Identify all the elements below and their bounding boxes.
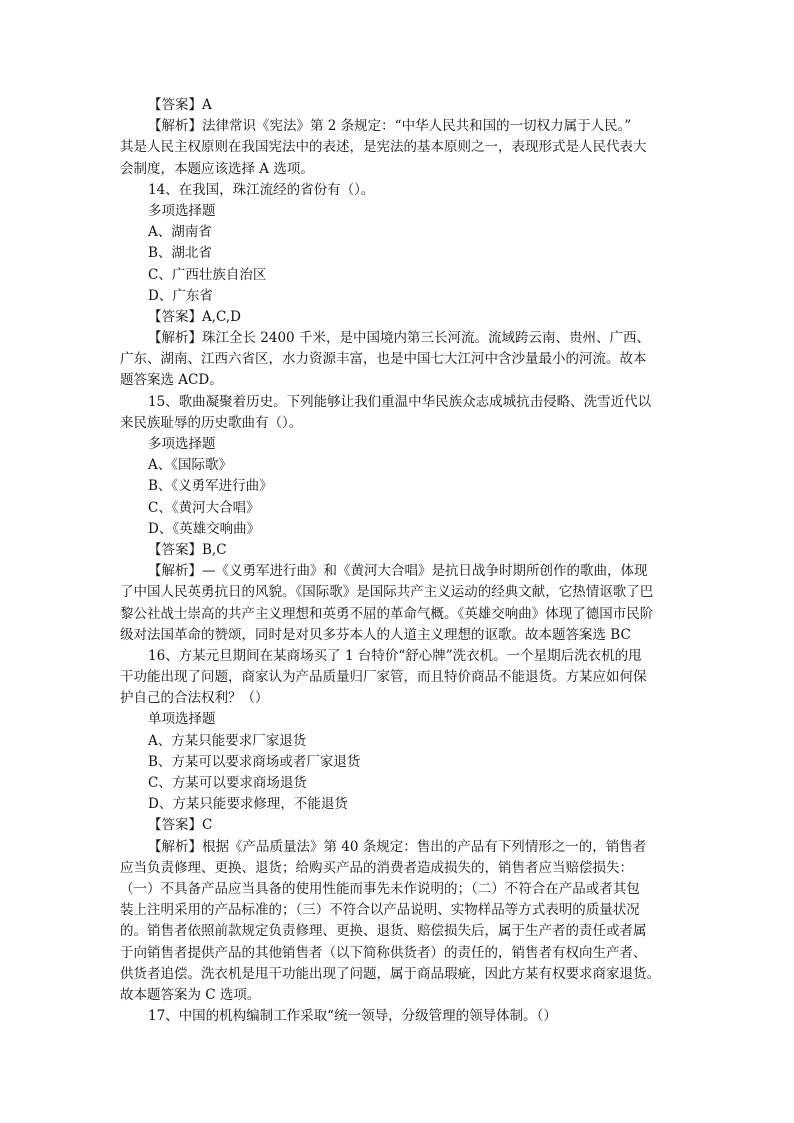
text-line: 单项选择题 — [148, 711, 216, 728]
text-line: 干功能出现了问题，商家认为产品质量归厂家管，而且特价商品不能退货。方某应如何保 — [120, 669, 647, 686]
text-line: 的。销售者依照前款规定负责修理、更换、退货、赔偿损失后，属于生产者的责任或者属 — [120, 923, 647, 940]
text-line: 了中国人民英勇抗日的风貌。《国际歌》是国际共产主义运动的经典文献，它热情讴歌了巴 — [120, 584, 654, 601]
text-line: 于向销售者提供产品的其他销售者（以下简称供货者）的责任的，销售者有权向生产者、 — [120, 944, 647, 961]
text-line: 16、方某元旦期间在某商场买了 1 台特价“舒心牌”洗衣机。一个星期后洗衣机的甩 — [148, 647, 642, 664]
text-line: C、《黄河大合唱》 — [148, 499, 260, 516]
text-line: D、广东省 — [148, 287, 213, 304]
text-line: 17、中国的机构编制工作采取“统一领导，分级管理的领导体制。（） — [148, 1008, 557, 1025]
text-line: 会制度，本题应该选择 A 选项。 — [120, 160, 314, 177]
text-line: B、湖北省 — [148, 245, 212, 262]
text-line: 15、歌曲凝聚着历史。下列能够让我们重温中华民族众志成城抗击侵略、洗雪近代以 — [148, 393, 652, 410]
text-line: 【答案】C — [148, 817, 213, 834]
text-line: 广东、湖南、江西六省区，水力资源丰富，也是中国七大江河中含沙量最小的河流。故本 — [120, 351, 647, 368]
text-line: C、广西壮族自治区 — [148, 266, 267, 283]
text-line: B、方某可以要求商场或者厂家退货 — [148, 753, 361, 770]
text-line: 【解析】珠江全长 2400 千米，是中国境内第三长河流。流域跨云南、贵州、广西、 — [148, 330, 650, 347]
text-line: 14、在我国，珠江流经的省份有（）。 — [148, 181, 375, 198]
text-line: 应当负责修理、更换、退货；给购买产品的消费者造成损失的，销售者应当赔偿损失： — [120, 859, 633, 876]
text-line: D、方某只能要求修理，不能退货 — [148, 796, 348, 813]
text-line: 装上注明采用的产品标准的；（三）不符合以产品说明、实物样品等方式表明的质量状况 — [120, 902, 640, 919]
text-line: 来民族耻辱的历史歌曲有（）。 — [120, 414, 303, 431]
text-line: 其是人民主权原则在我国宪法中的表述，是宪法的基本原则之一，表现形式是人民代表大 — [120, 139, 647, 156]
text-line: 【解析】根据《产品质量法》第 40 条规定：售出的产品有下列情形之一的，销售者 — [148, 838, 647, 855]
text-line: 【答案】B,C — [148, 541, 227, 558]
document-body — [120, 95, 680, 1027]
text-line: 【答案】A,C,D — [148, 308, 242, 325]
text-line: 护自己的合法权利？（） — [120, 690, 269, 707]
text-line: 故本题答案为 C 选项。 — [120, 986, 261, 1003]
text-line: 黎公社战士崇高的共产主义理想和英勇不屈的革命气概。《英雄交响曲》体现了德国市民阶 — [120, 605, 654, 622]
text-line: 多项选择题 — [148, 202, 216, 219]
text-line: 级对法国革命的赞颂，同时是对贝多芬本人的人道主义理想的讴歌。故本题答案选 BC — [120, 626, 631, 643]
text-line: 【解析】法律常识《宪法》第 2 条规定：“中华人民共和国的一切权力属于人民。” — [148, 118, 632, 135]
text-line: 【答案】A — [148, 97, 212, 113]
text-line: C、方某可以要求商场退货 — [148, 775, 307, 791]
text-line: A、《国际歌》 — [148, 457, 232, 474]
text-line: B、《义勇军进行曲》 — [148, 478, 273, 495]
text-line: A、方某只能要求厂家退货 — [148, 732, 307, 749]
text-line: A、湖南省 — [148, 224, 212, 241]
text-line: 题答案选 ACD。 — [120, 372, 223, 389]
text-line: D、《英雄交响曲》 — [148, 520, 261, 537]
text-line: 多项选择题 — [148, 436, 216, 452]
text-line: 供货者追偿。洗衣机是甩干功能出现了问题，属于商品瑕疵，因此方某有权要求商家退货。 — [120, 965, 660, 982]
text-line: （一）不具备产品应当具备的使用性能而事先未作说明的；（二）不符合在产品或者其包 — [120, 880, 640, 897]
text-line: 【解析】—《义勇军进行曲》和《黄河大合唱》是抗日战争时期所创作的歌曲，体现 — [148, 563, 648, 580]
